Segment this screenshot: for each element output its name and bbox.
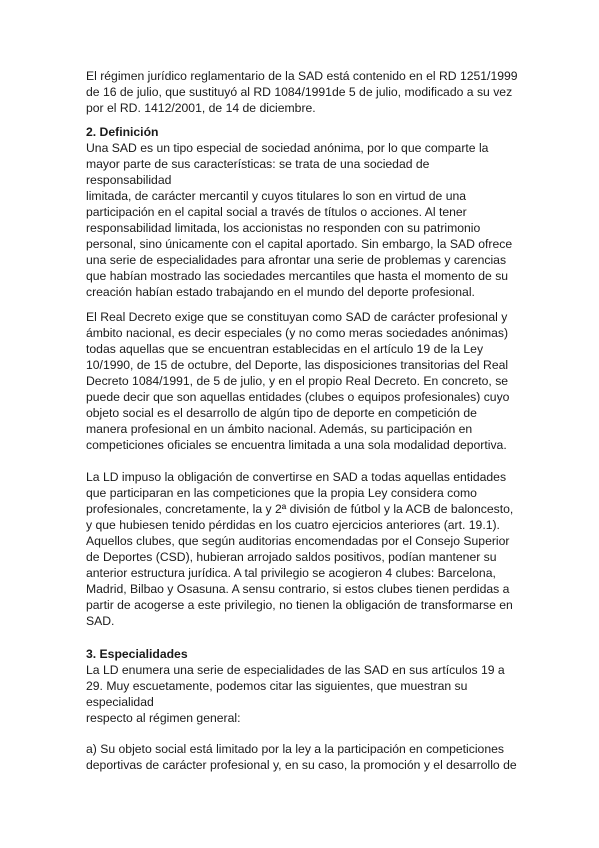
text-line: una serie de especialidades para afrontar una serie de problemas y carencias: [86, 253, 507, 267]
text-line: Una SAD es un tipo especial de sociedad anónima, por lo que comparte la: [86, 141, 489, 155]
text-line: de 16 de julio, que sustituyó al RD 1084/1991de 5 de julio, modificado a su vez: [86, 85, 513, 99]
text-line: 10/1990, de 15 de octubre, del Deporte, las disposiciones transitorias del Real: [86, 358, 509, 372]
especialidades-paragraph-1: [86, 662, 516, 726]
especialidades-paragraph-2: [86, 741, 516, 773]
text-line: deportivas de carácter profesional y, en su caso, la promoción y el desarrollo de: [86, 758, 517, 772]
section-heading-especialidades: 3. Especialidades: [86, 647, 188, 661]
text-line: La LD enumera una serie de especialidades de las SAD en sus artículos 19 a: [86, 663, 505, 677]
definicion-paragraph-1: [86, 140, 516, 300]
text-line: de Deportes (CSD), hubieran arrojado saldos positivos, podían mantener su: [86, 550, 497, 564]
text-line: El Real Decreto exige que se constituyan como SAD de carácter profesional y: [86, 310, 508, 324]
text-line: Aquellos clubes, que según auditorias encomendadas por el Consejo Superior: [86, 534, 510, 548]
text-line: Madrid, Bilbao y Osasuna. A sensu contrario, si estos clubes tienen perdidas a: [86, 582, 510, 596]
text-line: anterior estructura jurídica. A tal privilegio se acogieron 4 clubes: Barcelona,: [86, 566, 496, 580]
text-line: y que hubiesen tenido pérdidas en los cuatro ejercicios anteriores (art. 19.1).: [86, 518, 500, 532]
text-line: SAD.: [86, 614, 115, 628]
text-line: puede decir que son aquellas entidades (clubes o equipos profesionales) cuyo: [86, 390, 510, 404]
text-line: objeto social es el desarrollo de algún tipo de deporte en competición de: [86, 406, 477, 420]
text-line: que habían mostrado las sociedades mercantiles que hasta el momento de su: [86, 269, 509, 283]
text-line: partir de acogerse a este privilegio, no tienen la obligación de transformarse en: [86, 598, 513, 612]
text-line: participación en el capital social a través de títulos o acciones. Al tener: [86, 205, 467, 219]
text-line: limitada, de carácter mercantil y cuyos titulares lo son en virtud de una: [86, 189, 467, 203]
text-line: responsabilidad: [86, 173, 172, 187]
text-line: todas aquellas que se encuentran establecidas en el artículo 19 de la Ley: [86, 342, 484, 356]
text-line: 29. Muy escuetamente, podemos citar las siguientes, que muestran su: [86, 679, 468, 693]
text-line: personal, sino únicamente con el capital aportado. Sin embargo, la SAD ofrece: [86, 237, 513, 251]
text-line: profesionales, concretamente, la y 2ª división de fútbol y la ACB de baloncesto,: [86, 502, 514, 516]
text-line: ámbito nacional, es decir especiales (y no como meras sociedades anónimas): [86, 326, 509, 340]
text-line: competiciones oficiales se encuentra limitada a una sola modalidad deportiva.: [86, 438, 507, 452]
text-line: Decreto 1084/1991, de 5 de julio, y en el propio Real Decreto. En concreto, se: [86, 374, 509, 388]
definicion-paragraph-2: [86, 309, 516, 453]
text-line: respecto al régimen general:: [86, 711, 241, 725]
text-line: que participaran en las competiciones que la propia Ley considera como: [86, 486, 477, 500]
intro-paragraph: [86, 68, 516, 116]
text-line: especialidad: [86, 695, 154, 709]
section-heading-definicion: 2. Definición: [86, 125, 159, 139]
text-line: a) Su objeto social está limitado por la ley a la participación en competiciones: [86, 742, 504, 756]
text-line: responsabilidad limitada, los accionistas no responden con su patrimonio: [86, 221, 481, 235]
text-line: creación habían estado trabajando en el mundo del deporte profesional.: [86, 285, 475, 299]
text-line: por el RD. 1412/2001, de 14 de diciembre.: [86, 101, 316, 115]
definicion-paragraph-3: [86, 469, 516, 629]
text-line: El régimen jurídico reglamentario de la SAD está contenido en el RD 1251/1999: [86, 69, 518, 83]
text-line: mayor parte de sus características: se trata de una sociedad de: [86, 157, 430, 171]
text-line: La LD impuso la obligación de convertirse en SAD a todas aquellas entidades: [86, 470, 507, 484]
text-line: manera profesional en un ámbito nacional. Además, su participación en: [86, 422, 473, 436]
